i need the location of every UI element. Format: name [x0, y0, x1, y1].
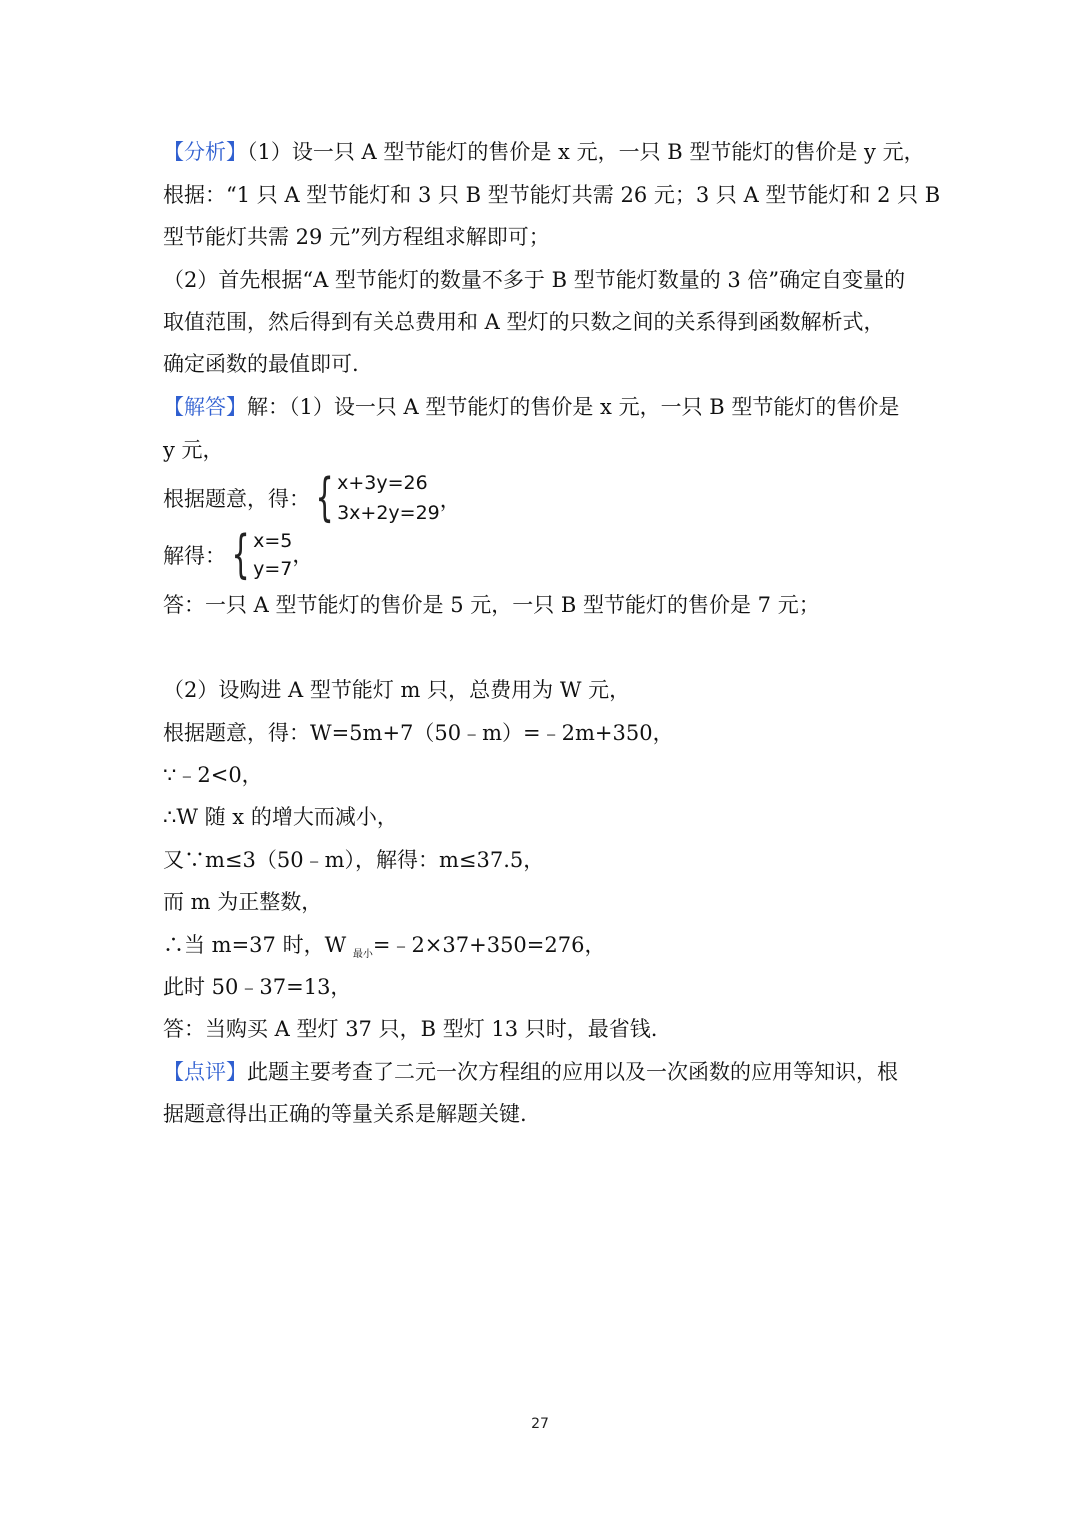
system1-prefix: 根据题意，得：: [163, 487, 310, 511]
part2-line-5: 又∵m≤3（50﹣m），解得：m≤37.5，: [163, 848, 545, 872]
analysis-line-5: 取值范围，然后得到有关总费用和 A 型灯的只数之间的关系得到函数解析式，: [163, 310, 885, 334]
part2-line-2: 根据题意，得：W=5m+7（50﹣m）=﹣2m+350，: [163, 721, 674, 745]
system2-eq2: y=7: [253, 558, 293, 580]
min-subscript: 最小: [352, 949, 373, 960]
part2-min-line: [163, 930, 923, 965]
system1-eq1: x+3y=26: [337, 472, 428, 494]
analysis-line-4: （2）首先根据“A 型节能灯的数量不多于 B 型节能灯数量的 3 倍”确定自变量的: [163, 268, 906, 292]
analysis-line-2: 根据：“1 只 A 型节能灯和 3 只 B 型节能灯共需 26 元；3 只 A 型节能灯和 2 只 B: [163, 183, 941, 207]
analysis-line-1: [163, 137, 923, 167]
analysis-tag: 【分析】: [163, 140, 247, 164]
system2-suffix: ，: [292, 543, 314, 567]
equation-system-1: [163, 468, 461, 528]
comment-text-1: 此题主要考查了二元一次方程组的应用以及一次函数的应用等知识，根: [247, 1060, 898, 1084]
system2-eq1: x=5: [253, 530, 293, 552]
analysis-text-1: （1）设一只 A 型节能灯的售价是 x 元，一只 B 型节能灯的售价是 y 元，: [247, 140, 925, 164]
system2-prefix: 解得：: [163, 544, 226, 568]
system1-equations: [337, 468, 440, 528]
part2-line-1: （2）设购进 A 型节能灯 m 只，总费用为 W 元，: [163, 678, 631, 702]
comment-tag: 【点评】: [163, 1060, 247, 1084]
system1-eq2: 3x+2y=29: [337, 502, 440, 524]
page-number: 27: [531, 1416, 549, 1432]
solution-text-1: 解：（1）设一只 A 型节能灯的售价是 x 元，一只 B 型节能灯的售价是: [247, 395, 900, 419]
left-brace-icon: {: [231, 525, 250, 585]
part2-line-8: 此时 50﹣37=13，: [163, 975, 352, 999]
solution-line-2: y 元，: [163, 438, 224, 462]
part2-line-6: 而 m 为正整数，: [163, 890, 323, 914]
comment-line-2: 据题意得出正确的等量关系是解题关键.: [163, 1102, 527, 1126]
comment-line-1: [163, 1057, 923, 1087]
system1-suffix: ，: [439, 488, 461, 512]
analysis-line-3: 型节能灯共需 29 元”列方程组求解即可；: [163, 225, 550, 249]
left-brace-icon: {: [315, 468, 334, 528]
solution-line-1: [163, 392, 923, 422]
answer-1: 答：一只 A 型节能灯的售价是 5 元，一只 B 型节能灯的售价是 7 元；: [163, 593, 820, 617]
part2-line-3: ∵﹣2<0，: [163, 763, 263, 787]
min-line-before: ∴当 m=37 时，W: [163, 933, 353, 957]
part2-line-9: 答：当购买 A 型灯 37 只，B 型灯 13 只时，最省钱.: [163, 1017, 658, 1041]
min-line-after: =﹣2×37+350=276，: [372, 933, 606, 957]
analysis-line-6: 确定函数的最值即可.: [163, 352, 359, 376]
system2-equations: [253, 527, 292, 583]
equation-system-2: [163, 527, 313, 583]
solution-tag: 【解答】: [163, 395, 247, 419]
part2-line-4: ∴W 随 x 的增大而减小，: [163, 805, 398, 829]
